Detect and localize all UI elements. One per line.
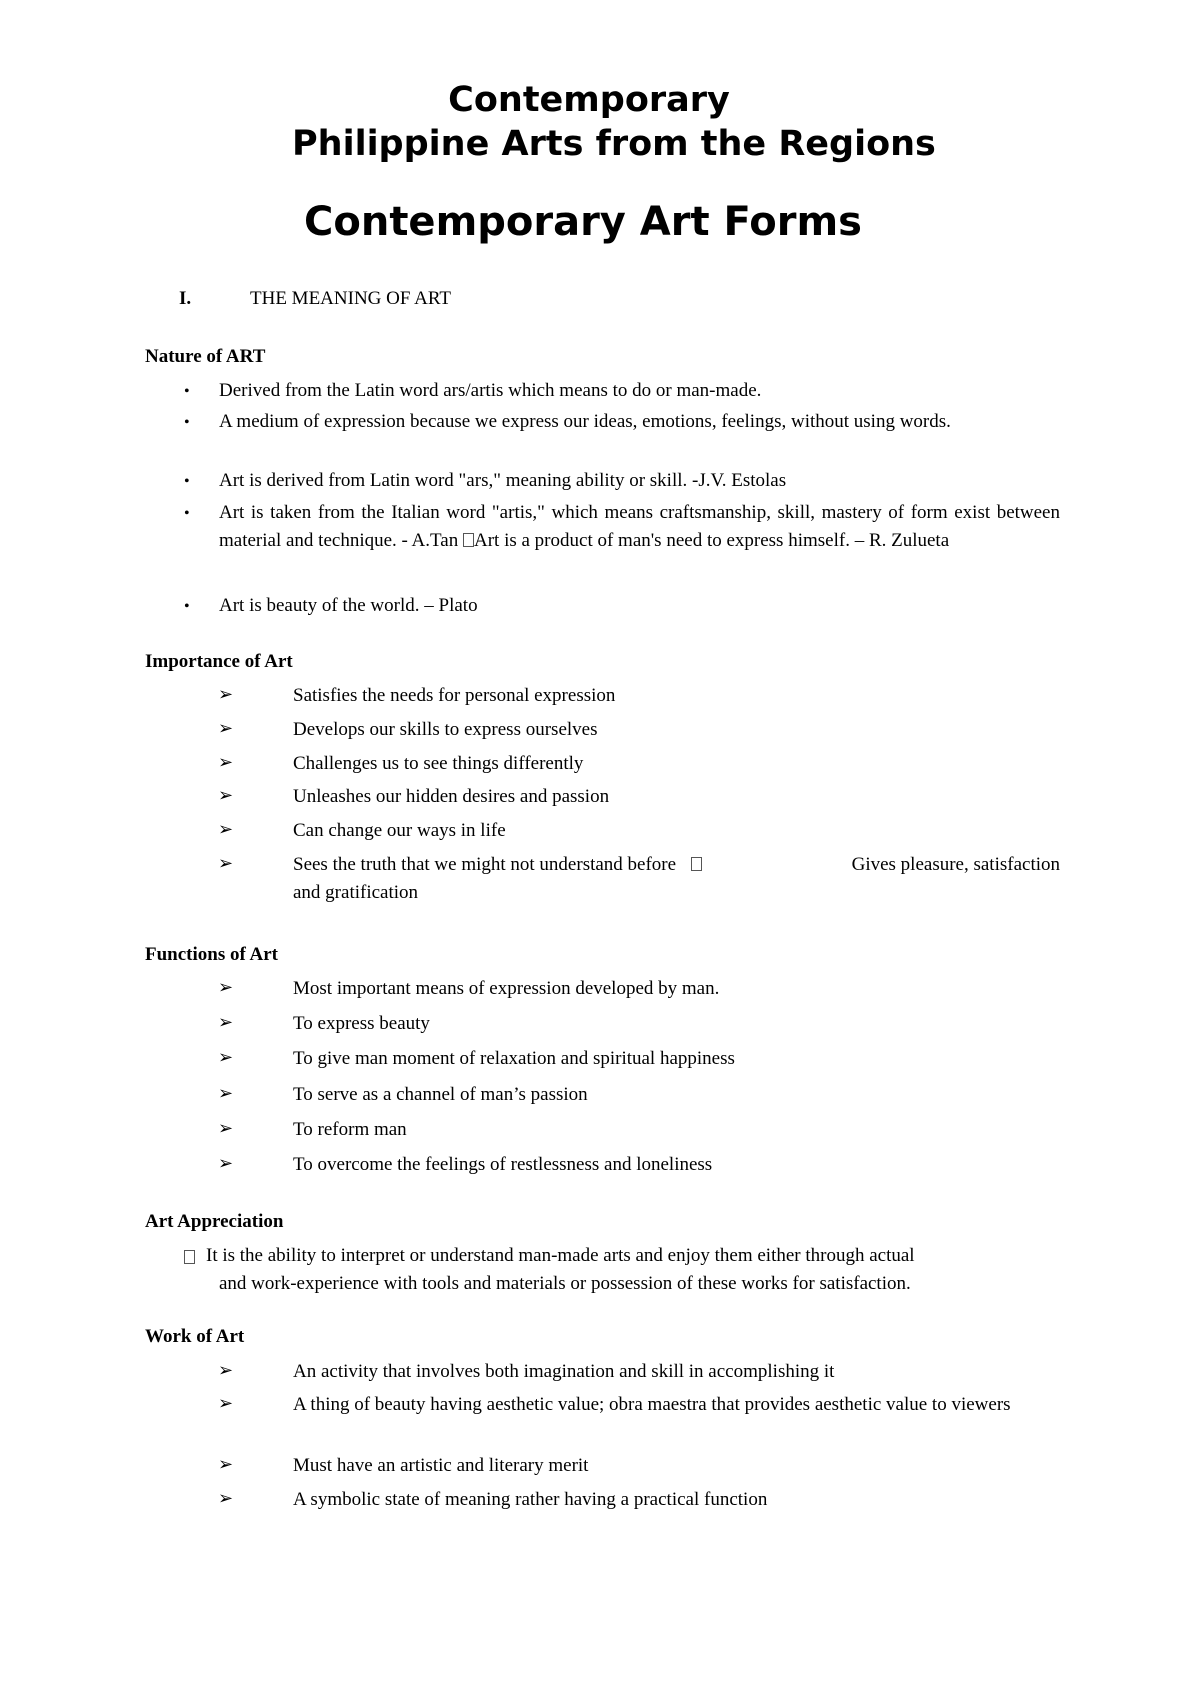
nature-item-4-text: Art is taken from the Italian word "artis," which means craftsmanship, skill, mastery of form exist between material and technique. - A.Tan bbox=[219, 502, 1060, 551]
importance-item-5: Can change our ways in life bbox=[293, 820, 506, 841]
nature-item-4 bbox=[219, 499, 1060, 555]
missing-glyph-icon bbox=[691, 857, 702, 871]
arrow-bullet-icon: ➢ bbox=[218, 1047, 234, 1068]
arrow-bullet-icon: ➢ bbox=[218, 1153, 234, 1174]
title-line-2: Philippine Arts from the Regions bbox=[292, 124, 936, 164]
importance-item-1: Satisfies the needs for personal expression bbox=[293, 685, 616, 706]
importance-item-3: Challenges us to see things differently bbox=[293, 753, 584, 774]
arrow-bullet-icon: ➢ bbox=[218, 785, 234, 806]
arrow-bullet-icon: ➢ bbox=[218, 1488, 234, 1509]
arrow-bullet-icon: ➢ bbox=[218, 1393, 234, 1414]
importance-item-8: and gratification bbox=[293, 882, 419, 903]
heading-functions-of-art: Functions of Art bbox=[145, 944, 278, 965]
title-line-3: Contemporary Art Forms bbox=[304, 199, 862, 245]
arrow-bullet-icon: ➢ bbox=[218, 853, 234, 874]
importance-item-6 bbox=[293, 851, 1060, 879]
nature-item-1: Derived from the Latin word ars/artis which means to do or man-made. bbox=[219, 380, 762, 401]
arrow-bullet-icon: ➢ bbox=[218, 752, 234, 773]
nature-item-3: Art is derived from Latin word "ars," meaning ability or skill. -J.V. Estolas bbox=[219, 470, 787, 491]
title-line-1: Contemporary bbox=[448, 80, 730, 120]
bullet-icon: • bbox=[184, 414, 190, 431]
work-item-2: A thing of beauty having aesthetic value; obra maestra that provides aesthetic value to viewers bbox=[293, 1394, 1011, 1415]
missing-glyph-icon bbox=[184, 1250, 195, 1264]
work-item-1: An activity that involves both imagination and skill in accomplishing it bbox=[293, 1361, 835, 1382]
arrow-bullet-icon: ➢ bbox=[218, 1012, 234, 1033]
heading-work-of-art: Work of Art bbox=[145, 1326, 245, 1347]
bullet-icon: • bbox=[184, 598, 190, 615]
work-item-3: Must have an artistic and literary merit bbox=[293, 1455, 589, 1476]
heading-art-appreciation: Art Appreciation bbox=[145, 1211, 284, 1232]
importance-item-6-text: Sees the truth that we might not understand before bbox=[293, 854, 677, 875]
heading-nature-of-art: Nature of ART bbox=[145, 346, 266, 367]
nature-item-2: A medium of expression because we express our ideas, emotions, feelings, without using words. bbox=[219, 411, 951, 432]
section-title: THE MEANING OF ART bbox=[250, 288, 451, 309]
appreciation-line-2: and work-experience with tools and materials or possession of these works for satisfaction. bbox=[219, 1273, 911, 1294]
bullet-icon: • bbox=[184, 505, 190, 522]
importance-item-4: Unleashes our hidden desires and passion bbox=[293, 786, 610, 807]
arrow-bullet-icon: ➢ bbox=[218, 1118, 234, 1139]
section-number: I. bbox=[179, 288, 192, 309]
nature-item-6: Art is beauty of the world. – Plato bbox=[219, 595, 478, 616]
arrow-bullet-icon: ➢ bbox=[218, 819, 234, 840]
heading-importance-of-art: Importance of Art bbox=[145, 651, 293, 672]
appreciation-line-1: It is the ability to interpret or understand man-made arts and enjoy them either through actual bbox=[206, 1245, 915, 1266]
arrow-bullet-icon: ➢ bbox=[218, 1083, 234, 1104]
bullet-icon: • bbox=[184, 383, 190, 400]
arrow-bullet-icon: ➢ bbox=[218, 1454, 234, 1475]
functions-item-1: Most important means of expression developed by man. bbox=[293, 978, 720, 999]
work-item-4: A symbolic state of meaning rather having a practical function bbox=[293, 1489, 768, 1510]
arrow-bullet-icon: ➢ bbox=[218, 1360, 234, 1381]
importance-item-7-text: Gives pleasure, satisfaction bbox=[851, 854, 1060, 875]
functions-item-2: To express beauty bbox=[293, 1013, 430, 1034]
bullet-icon: • bbox=[184, 473, 190, 490]
functions-item-5: To reform man bbox=[293, 1119, 407, 1140]
functions-item-3: To give man moment of relaxation and spiritual happiness bbox=[293, 1048, 735, 1069]
functions-item-6: To overcome the feelings of restlessness and loneliness bbox=[293, 1154, 713, 1175]
arrow-bullet-icon: ➢ bbox=[218, 977, 234, 998]
importance-item-2: Develops our skills to express ourselves bbox=[293, 719, 598, 740]
arrow-bullet-icon: ➢ bbox=[218, 684, 234, 705]
nature-item-5-text: Art is a product of man's need to express himself. – R. Zulueta bbox=[474, 530, 950, 551]
missing-glyph-icon bbox=[463, 533, 474, 547]
functions-item-4: To serve as a channel of man’s passion bbox=[293, 1084, 588, 1105]
arrow-bullet-icon: ➢ bbox=[218, 718, 234, 739]
